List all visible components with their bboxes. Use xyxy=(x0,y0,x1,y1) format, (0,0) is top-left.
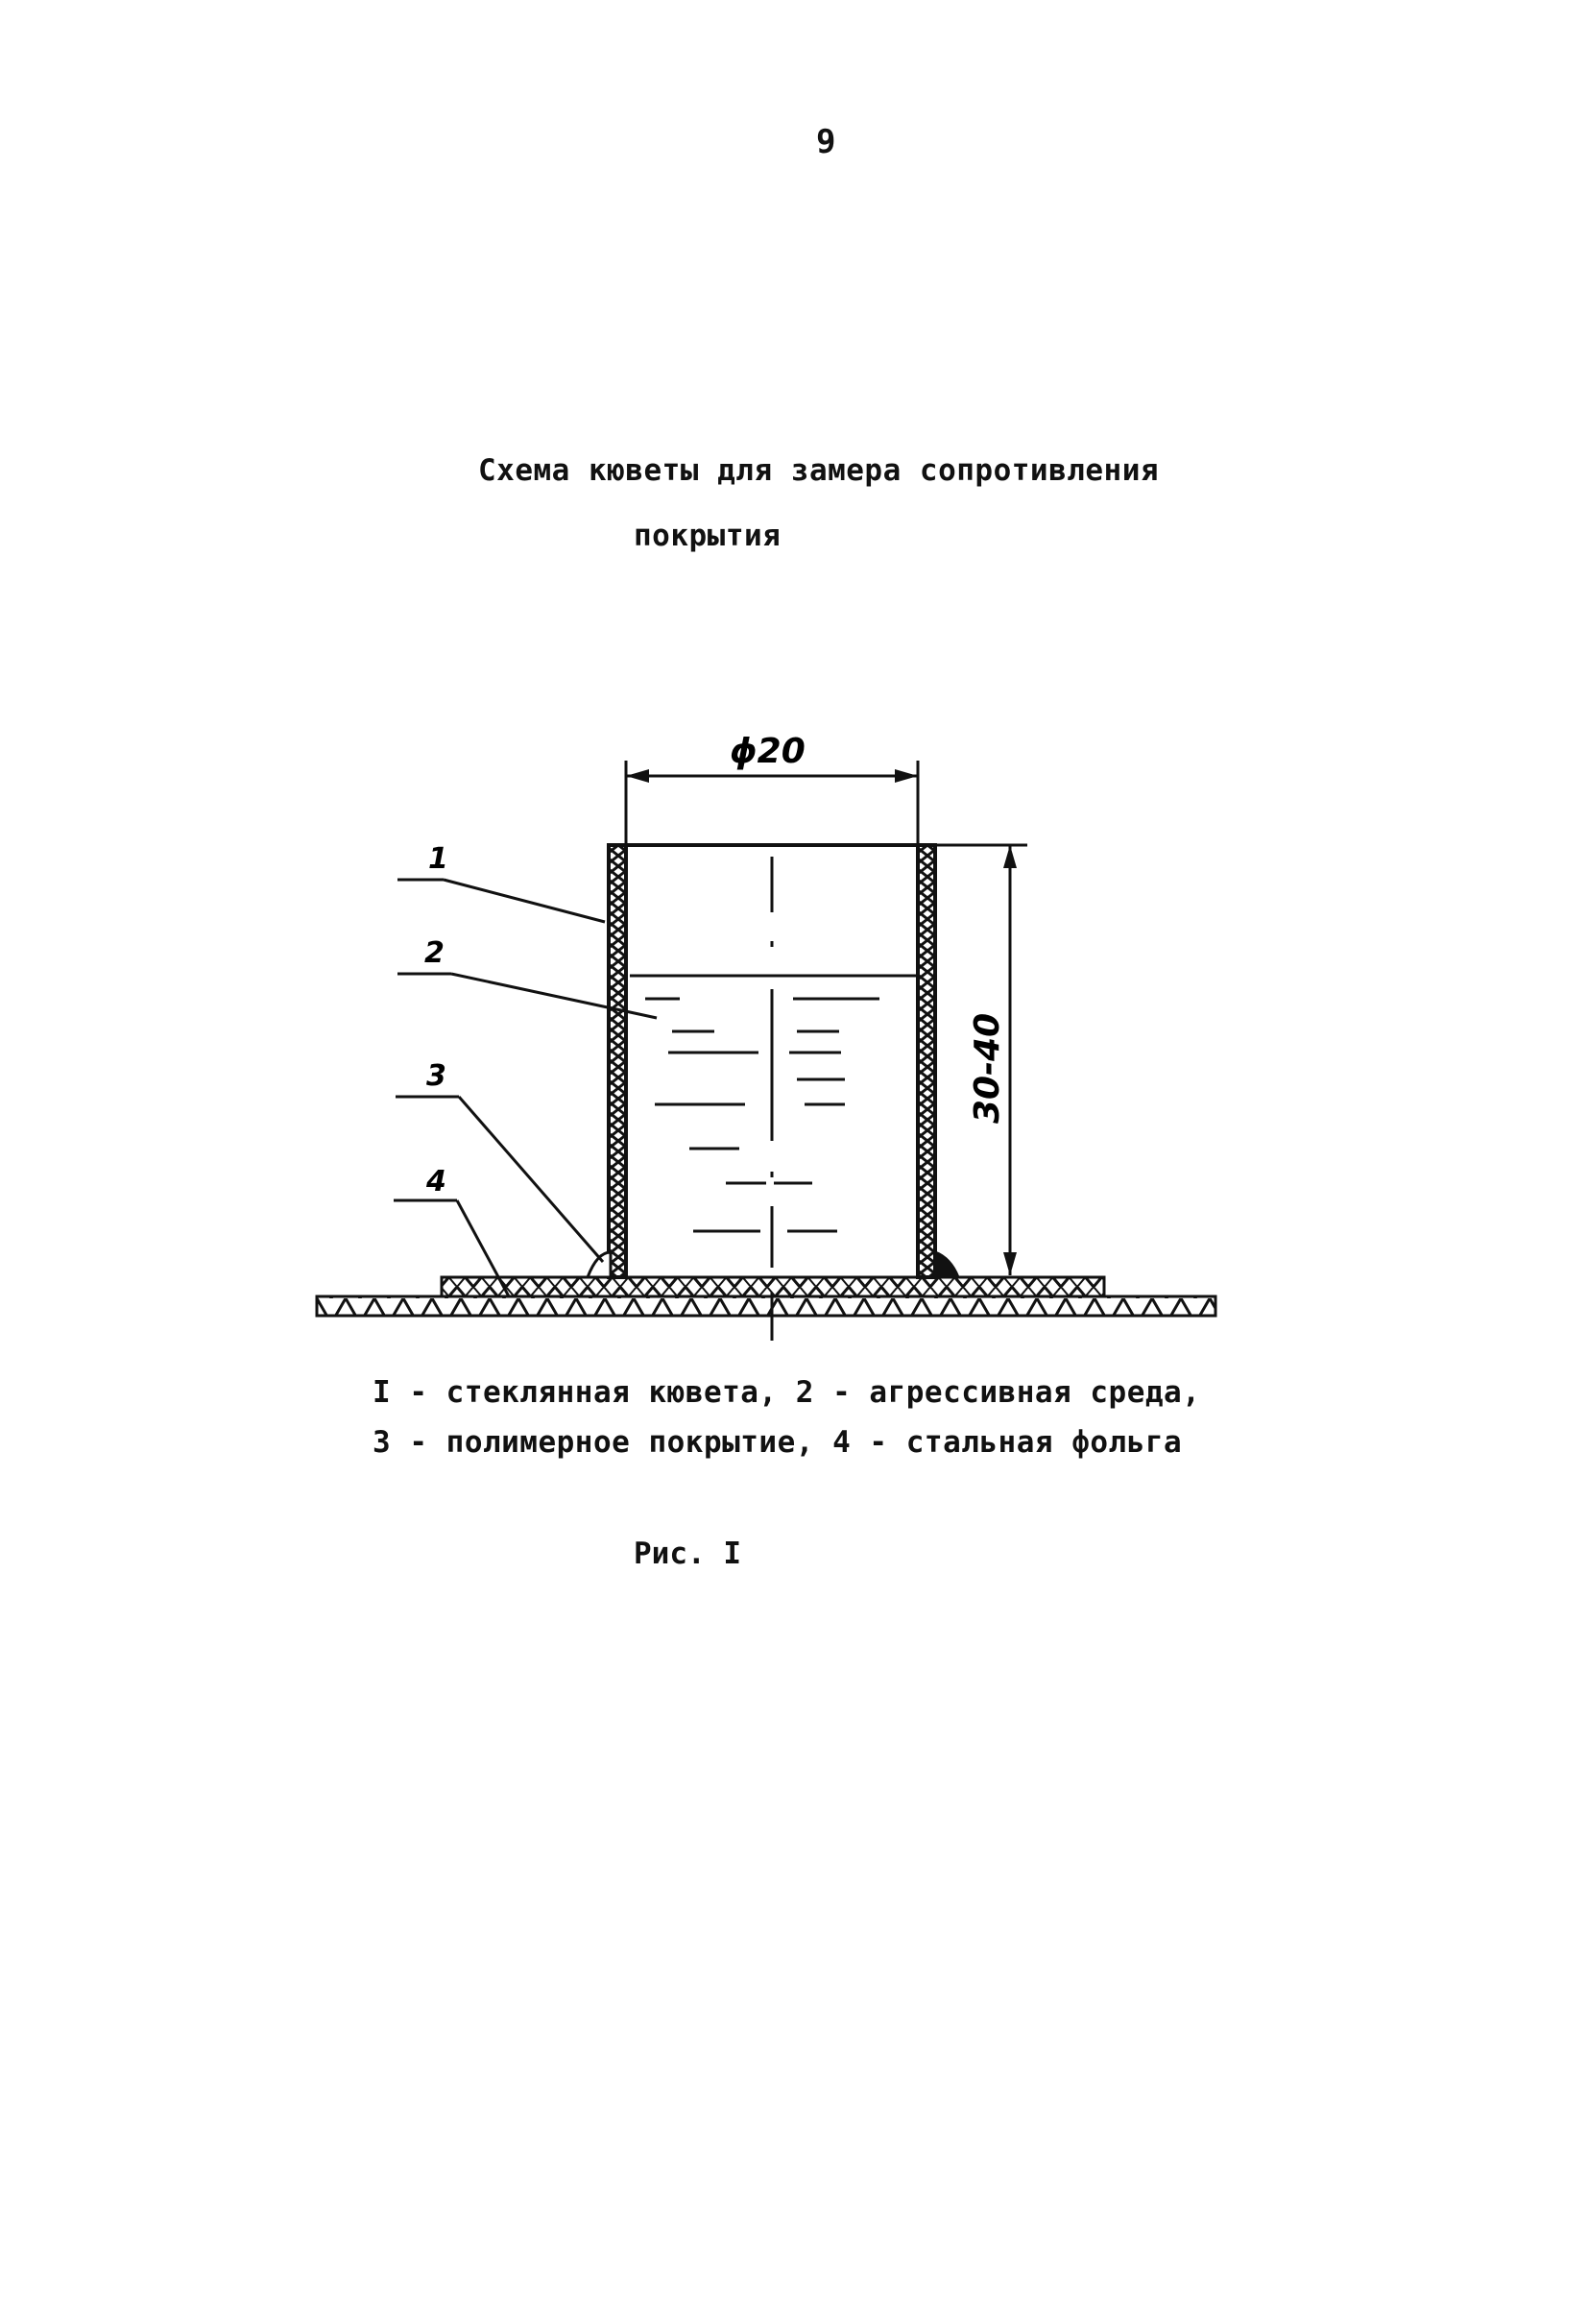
page-number: 9 xyxy=(816,123,836,161)
cuvette-left-wall xyxy=(609,845,626,1277)
svg-text:1: 1 xyxy=(428,842,448,876)
diameter-label: ϕ20 xyxy=(730,732,806,771)
diameter-dimension xyxy=(626,732,918,845)
figure-title-line-2: покрытия xyxy=(634,519,782,553)
callout-3 xyxy=(396,1059,603,1262)
height-label: 30-40 xyxy=(968,1012,1007,1124)
steel-foil-base xyxy=(317,1296,1215,1316)
cuvette-right-wall xyxy=(918,845,935,1277)
svg-text:3: 3 xyxy=(426,1059,446,1093)
legend-line-1: I - стеклянная кювета, 2 - агрессивная среда, xyxy=(373,1375,1201,1410)
height-dimension xyxy=(924,845,1027,1275)
polymer-coating-layer xyxy=(442,1277,1104,1296)
coating-fillet-right xyxy=(935,1252,958,1277)
figure-caption: Рис. I xyxy=(634,1537,741,1571)
legend-line-2: 3 - полимерное покрытие, 4 - стальная фольга xyxy=(373,1425,1183,1460)
figure-title-line-1: Схема кюветы для замера сопротивления xyxy=(478,453,1160,488)
liquid-medium xyxy=(645,999,879,1231)
svg-text:4: 4 xyxy=(426,1165,446,1198)
svg-text:2: 2 xyxy=(424,936,445,970)
callout-1 xyxy=(397,842,605,922)
